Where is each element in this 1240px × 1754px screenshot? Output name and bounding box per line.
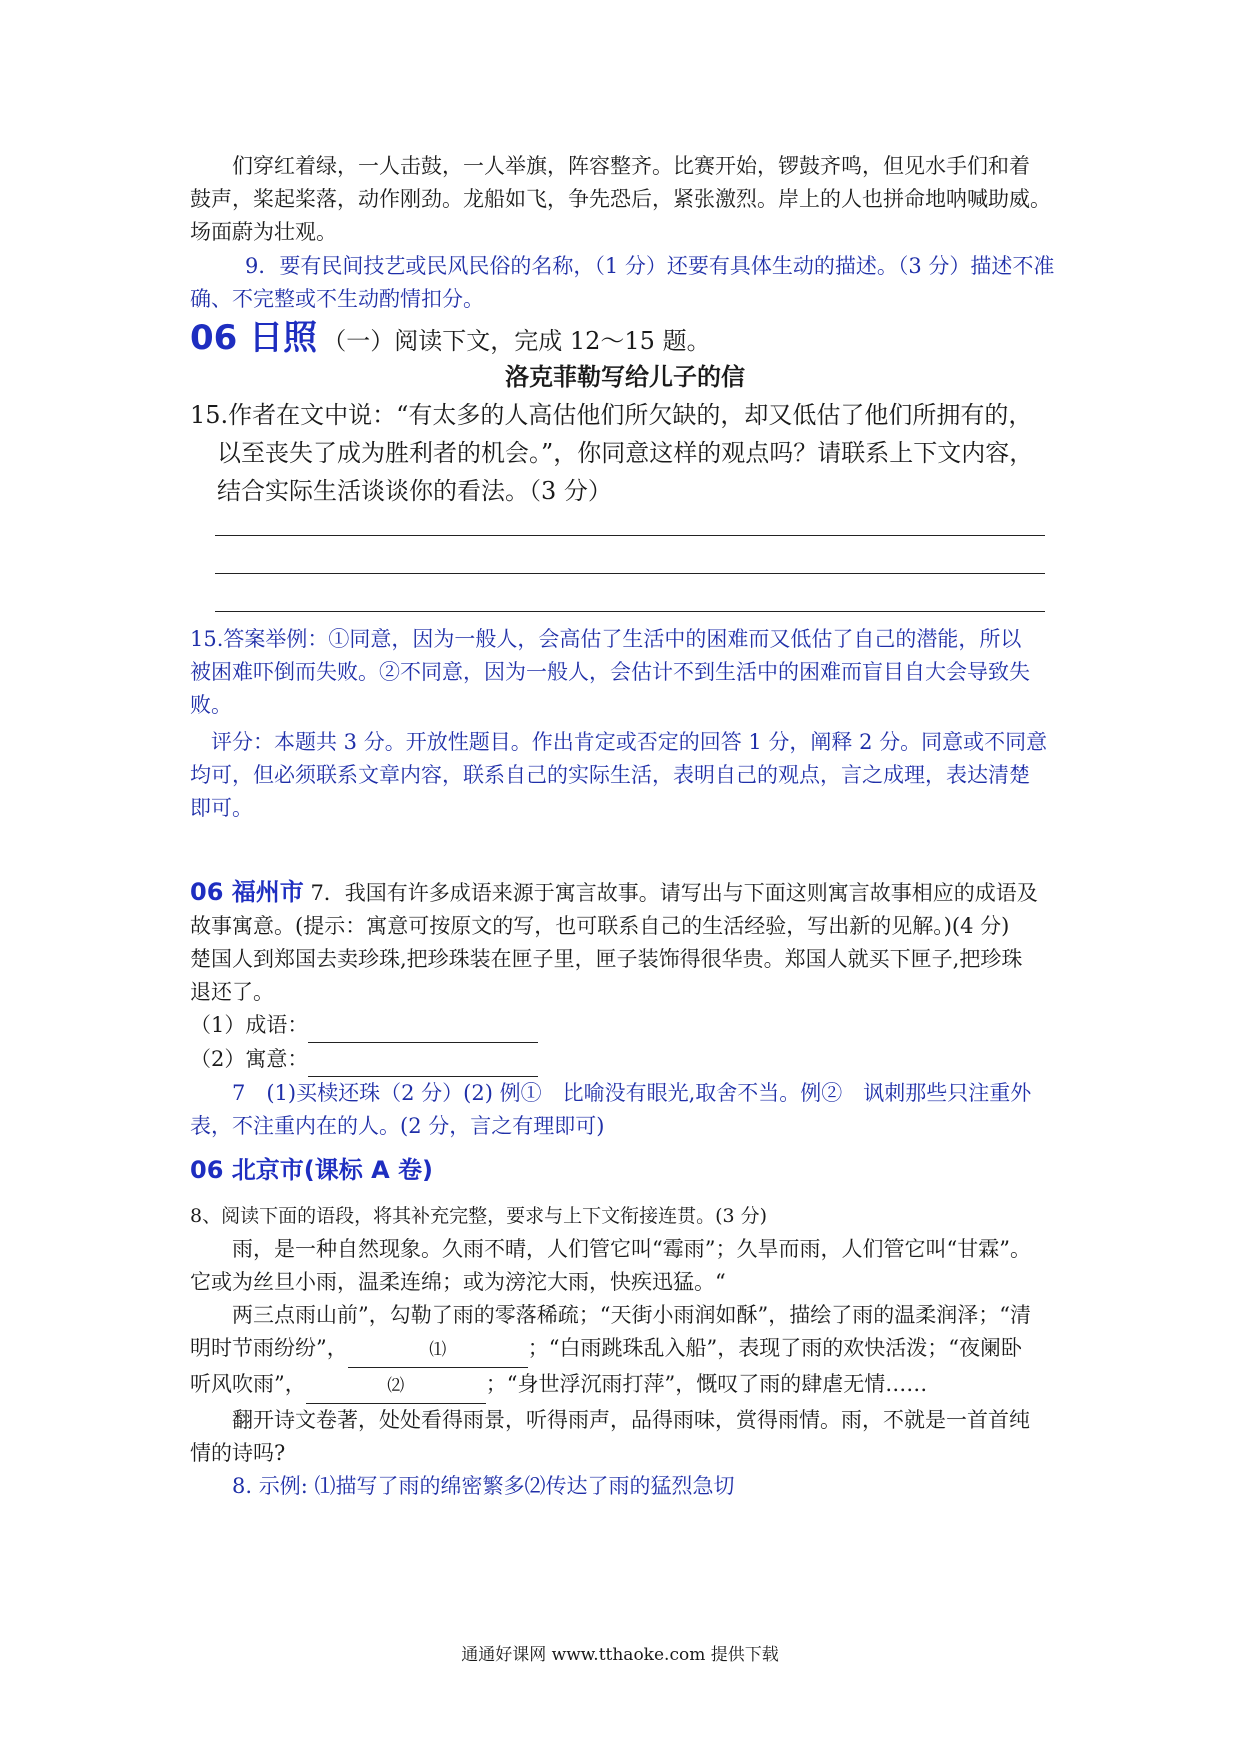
text-segment: ；“白雨跳珠乱入船”，表现了雨的欢快活泼；“夜阑卧 <box>527 1336 1022 1360</box>
rizhao-section-header <box>190 310 1060 359</box>
idiom-item <box>190 1009 1060 1043</box>
question-7-line: 故事寓意。(提示：寓意可按原文的写，也可联系自己的生活经验，写出新的见解。)(4 分) <box>190 914 1010 938</box>
answer-line: 被困难吓倒而失败。②不同意，因为一般人，会估计不到生活中的困难而盲目自大会导致失 <box>190 660 1030 684</box>
answer-line: 确、不完整或不生动酌情扣分。 <box>190 287 484 311</box>
beijing-section <box>190 1150 1060 1503</box>
paragraph-line: 它或为丝旦小雨，温柔连绵；或为滂沱大雨，快疾迅猛。“ <box>190 1270 726 1294</box>
answer-line: 15.答案举例：①同意，因为一般人，会高估了生活中的困难而又低估了自己的潜能，所以 <box>190 627 1022 651</box>
scoring-line: 均可，但必须联系文章内容，联系自己的实际生活，表明自己的观点，言之成理，表达清楚 <box>190 763 1030 787</box>
article-title: 洛克菲勒写给儿子的信 <box>505 362 745 391</box>
paragraph-line <box>190 1368 1060 1404</box>
paragraph-line: 情的诗吗? <box>190 1441 286 1465</box>
question-line: 15.作者在文中说：“有太多的人高估他们所欠缺的，却又低估了他们所拥有的， <box>190 401 1033 429</box>
answer-15 <box>190 623 1060 825</box>
page-footer: 通通好课网 www.tthaoke.com 提供下载 <box>461 1645 779 1665</box>
rizhao-instruction: （一）阅读下文，完成 12～15 题。 <box>322 327 711 355</box>
fill-blank-1[interactable]: ⑴ <box>348 1334 528 1368</box>
idiom-label: （1）成语： <box>190 1013 309 1037</box>
question-8: 8、阅读下面的语段，将其补充完整，要求与上下文衔接连贯。(3 分) <box>190 1205 768 1227</box>
text-segment: 听风吹雨”， <box>190 1372 306 1396</box>
moral-label: （2）寓意： <box>190 1047 309 1071</box>
answer-rule-line <box>215 573 1045 574</box>
scoring-line: 即可。 <box>190 796 253 820</box>
intro-paragraph <box>190 150 1060 249</box>
question-line: 以至丧失了成为胜利者的机会。”，你同意这样的观点吗？请联系上下文内容， <box>217 439 1034 467</box>
fuzhou-section <box>190 876 1060 1143</box>
fuzhou-heading: 06 福州市 <box>190 878 304 906</box>
answer-line: 表，不注重内在的人。(2 分，言之有理即可) <box>190 1114 605 1138</box>
rizhao-heading: 06 日照 <box>190 318 318 358</box>
paragraph-line: 两三点雨山前”，勾勒了雨的零落稀疏；“天街小雨润如酥”，描绘了雨的温柔润泽；“清 <box>232 1303 1031 1327</box>
answer-rule-line <box>215 611 1045 612</box>
intro-line: 们穿红着绿，一人击鼓，一人举旗，阵容整齐。比赛开始，锣鼓齐鸣，但见水手们和着 <box>232 154 1030 178</box>
fill-blank-2[interactable]: ⑵ <box>306 1370 486 1404</box>
answer-line: 9．要有民间技艺或民风民俗的名称，（1 分）还要有具体生动的描述。（3 分）描述不准 <box>245 254 1055 278</box>
moral-blank[interactable] <box>308 1043 538 1077</box>
scoring-line: 评分：本题共 3 分。开放性题目。作出肯定或否定的回答 1 分，阐释 2 分。同意或不同意 <box>211 730 1048 754</box>
text-segment: 明时节雨纷纷”， <box>190 1336 348 1360</box>
story-line: 楚国人到郑国去卖珍珠,把珍珠装在匣子里，匣子装饰得很华贵。郑国人就买下匣子,把珍珠 <box>190 947 1023 971</box>
moral-item <box>190 1043 1060 1077</box>
answer-line: 败。 <box>190 693 232 717</box>
paragraph-line: 翻开诗文卷著，处处看得雨景，听得雨声，品得雨味，赏得雨情。雨，不就是一首首纯 <box>232 1408 1030 1432</box>
text-segment: ；“身世浮沉雨打萍”，慨叹了雨的肆虐无情…… <box>485 1372 928 1396</box>
question-7-line: 7．我国有许多成语来源于寓言故事。请写出与下面这则寓言故事相应的成语及 <box>303 881 1038 905</box>
answer-9 <box>190 250 1060 316</box>
intro-line: 场面蔚为壮观。 <box>190 220 337 244</box>
question-line: 结合实际生活谈谈你的看法。（3 分） <box>217 477 612 505</box>
paragraph-line: 雨，是一种自然现象。久雨不晴，人们管它叫“霉雨”；久旱而雨，人们管它叫“甘霖”。 <box>232 1237 1031 1261</box>
paragraph-line <box>190 1332 1060 1368</box>
story-line: 退还了。 <box>190 980 274 1004</box>
answer-line: 7 (1)买椟还珠（2 分）(2) 例① 比喻没有眼光,取舍不当。例② 讽刺那些只注重外 <box>232 1081 1032 1105</box>
idiom-blank[interactable] <box>308 1009 538 1043</box>
intro-line: 鼓声，桨起桨落，动作刚劲。龙船如飞，争先恐后，紧张激烈。岸上的人也拼命地呐喊助威。 <box>190 187 1051 211</box>
answer-rule-line <box>215 535 1045 536</box>
question-15 <box>190 396 1060 510</box>
answer-line: 8. 示例: ⑴描写了雨的绵密繁多⑵传达了雨的猛烈急切 <box>232 1474 735 1498</box>
beijing-heading: 06 北京市(课标 A 卷) <box>190 1156 433 1184</box>
